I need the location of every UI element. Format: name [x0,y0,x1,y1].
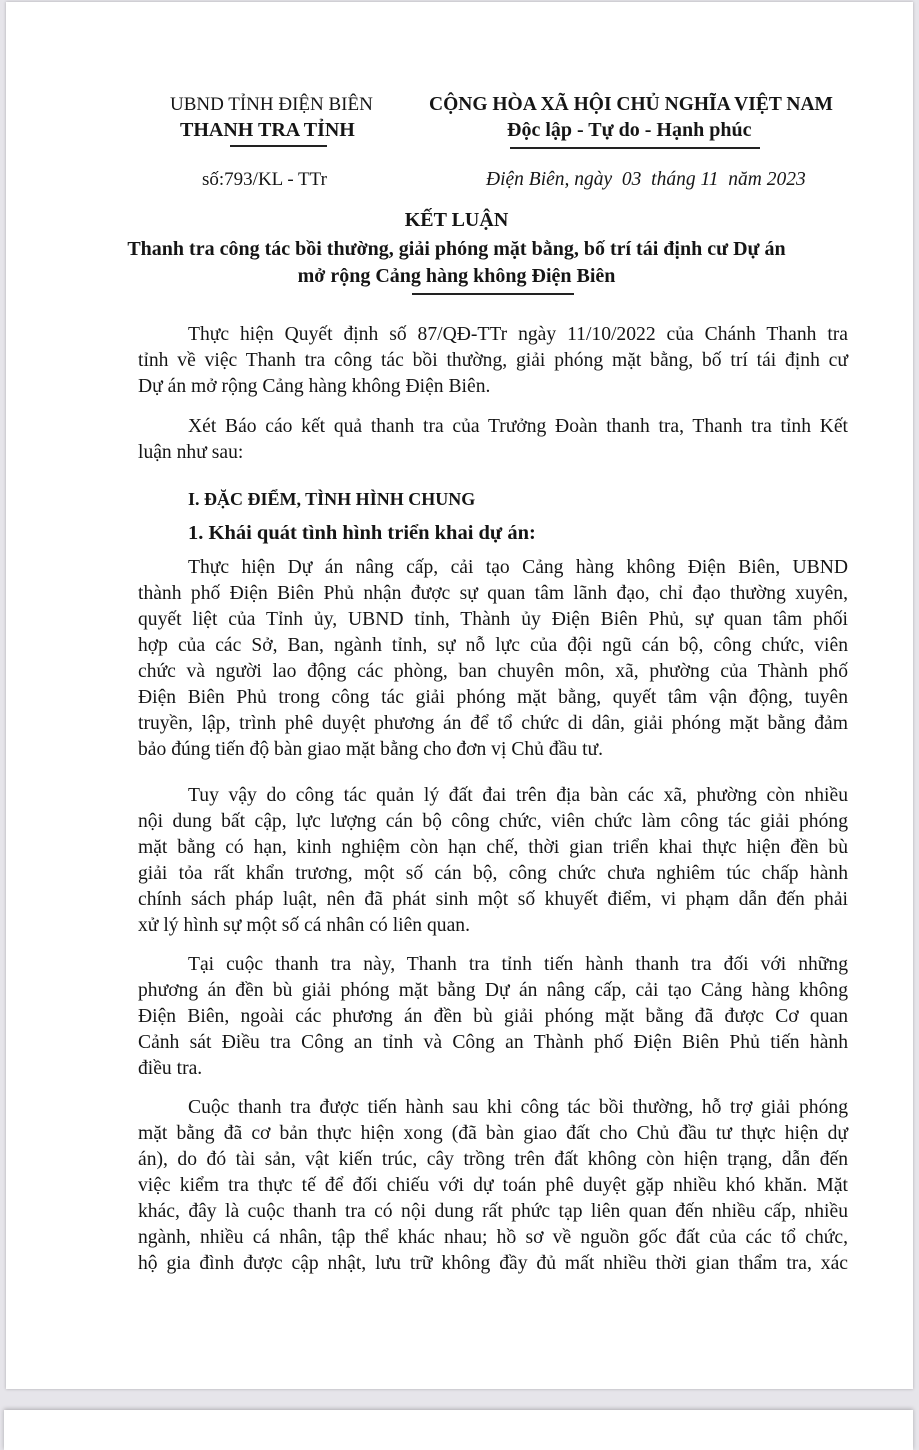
agency-parent: UBND TỈNH ĐIỆN BIÊN [170,94,373,115]
text-line: Thực hiện Dự án nâng cấp, cải tạo Cảng hàng không Điện Biên, UBND [188,557,848,578]
document-number: số:793/KL - TTr [202,169,327,190]
agency-underline [230,145,327,147]
text-line: Xét Báo cáo kết quả thanh tra của Trưởng Đoàn thanh tra, Thanh tra tỉnh Kết [188,416,848,437]
text-line: Tại cuộc thanh tra này, Thanh tra tỉnh tiến hành thanh tra đối với những [188,954,848,975]
section-heading: I. ĐẶC ĐIỂM, TÌNH HÌNH CHUNG [188,489,476,509]
text-line: chính sách pháp luật, nên đã phát sinh một số khuyết điểm, vi phạm dẫn đến phải [138,889,848,910]
text-line: án), do đó tài sản, vật kiến trúc, cây trồng trên đất không còn hiện trạng, dẫn đến [138,1149,848,1170]
motto: Độc lập - Tự do - Hạnh phúc [507,119,752,141]
motto-underline [510,147,760,149]
text-line: thành phố Điện Biên Phủ nhận được sự quan tâm lãnh đạo, chỉ đạo thường xuyên, [138,583,848,604]
text-line: truyền, lập, trình phê duyệt phương án để tổ chức di dân, giải phóng mặt bằng đảm [138,713,848,734]
text-line: Tuy vậy do công tác quản lý đất đai trên địa bàn các xã, phường còn nhiều [188,785,848,806]
text-line: quyết liệt của Tỉnh ủy, UBND tỉnh, Thành ủy Điện Biên Phủ, sự quan tâm phối [138,609,848,630]
text-line: nội dung bất cập, lực lượng cán bộ công chức, viên chức làm công tác giải phóng [138,811,848,832]
subsection-heading: 1. Khái quát tình hình triển khai dự án: [188,522,536,544]
text-line: Điện Biên Phủ trong công tác giải phóng mặt bằng, quyết tâm vận động, tuyên [138,687,848,708]
text-line: chức và người lao động các phòng, ban chuyên môn, xã, phường của Thành phố [138,661,848,682]
text-line: khác, đây là cuộc thanh tra có nội dung rất phức tạp liên quan đến nhiều cấp, nhiều [138,1201,848,1222]
place-and-date: Điện Biên, ngày 03 tháng 11 năm 2023 [486,169,806,190]
text-line: bảo đúng tiến độ bàn giao mặt bằng cho đơn vị Chủ đầu tư. [138,739,604,760]
title-underline [412,293,574,295]
text-line: phương án đền bù giải phóng mặt bằng Dự án nâng cấp, cải tạo Cảng hàng không [138,980,848,1001]
next-page [4,1410,913,1450]
text-line: Dự án mở rộng Cảng hàng không Điện Biên. [138,376,491,397]
text-line: mặt bằng có hạn, kinh nghiệm còn hạn chế, thời gian triển khai thực hiện đền bù [138,837,848,858]
text-line: mặt bằng đã cơ bản thực hiện xong (đã bàn giao đất cho Chủ đầu tư thực hiện dự [138,1123,848,1144]
text-line: Thực hiện Quyết định số 87/QĐ-TTr ngày 11/10/2022 của Chánh Thanh tra [188,324,848,345]
document-subtitle-line-1: Thanh tra công tác bồi thường, giải phóng mặt bằng, bố trí tái định cư Dự án [127,238,786,260]
text-line: Điện Biên, ngoài các phương án đền bù giải phóng mặt bằng đã được Cơ quan [138,1006,848,1027]
document-page [6,2,913,1389]
text-line: hộ gia đình được cập nhật, lưu trữ không đầy đủ mất nhiều thời gian thẩm tra, xác [138,1253,848,1274]
text-line: việc kiểm tra thực tế để đối chiếu với dự toán phê duyệt gặp nhiều khó khăn. Mặt [138,1175,848,1196]
text-line: điều tra. [138,1058,203,1079]
document-title: KẾT LUẬN [404,209,509,231]
text-line: Cuộc thanh tra được tiến hành sau khi công tác bồi thường, hỗ trợ giải phóng [188,1097,848,1118]
agency-name: THANH TRA TỈNH [180,119,355,141]
text-line: tỉnh về việc Thanh tra công tác bồi thường, giải phóng mặt bằng, bố trí tái định cư [138,350,848,371]
text-line: hợp của các Sở, Ban, ngành tỉnh, sự nỗ lực của đội ngũ cán bộ, công chức, viên [138,635,848,656]
document-subtitle-line-2: mở rộng Cảng hàng không Điện Biên [297,265,616,287]
text-line: Cảnh sát Điều tra Công an tỉnh và Công an Thành phố Điện Biên Phủ tiến hành [138,1032,848,1053]
text-line: luận như sau: [138,442,244,463]
text-line: ngành, nhiều cá nhân, tập thể khác nhau; hồ sơ về nguồn gốc đất của các tổ chức, [138,1227,848,1248]
text-line: xử lý hình sự một số cá nhân có liên quan. [138,915,470,936]
text-line: giải tỏa rất khẩn trương, một số cán bộ, công chức chưa nghiêm túc chấp hành [138,863,848,884]
country-name: CỘNG HÒA XÃ HỘI CHỦ NGHĨA VIỆT NAM [429,94,833,115]
